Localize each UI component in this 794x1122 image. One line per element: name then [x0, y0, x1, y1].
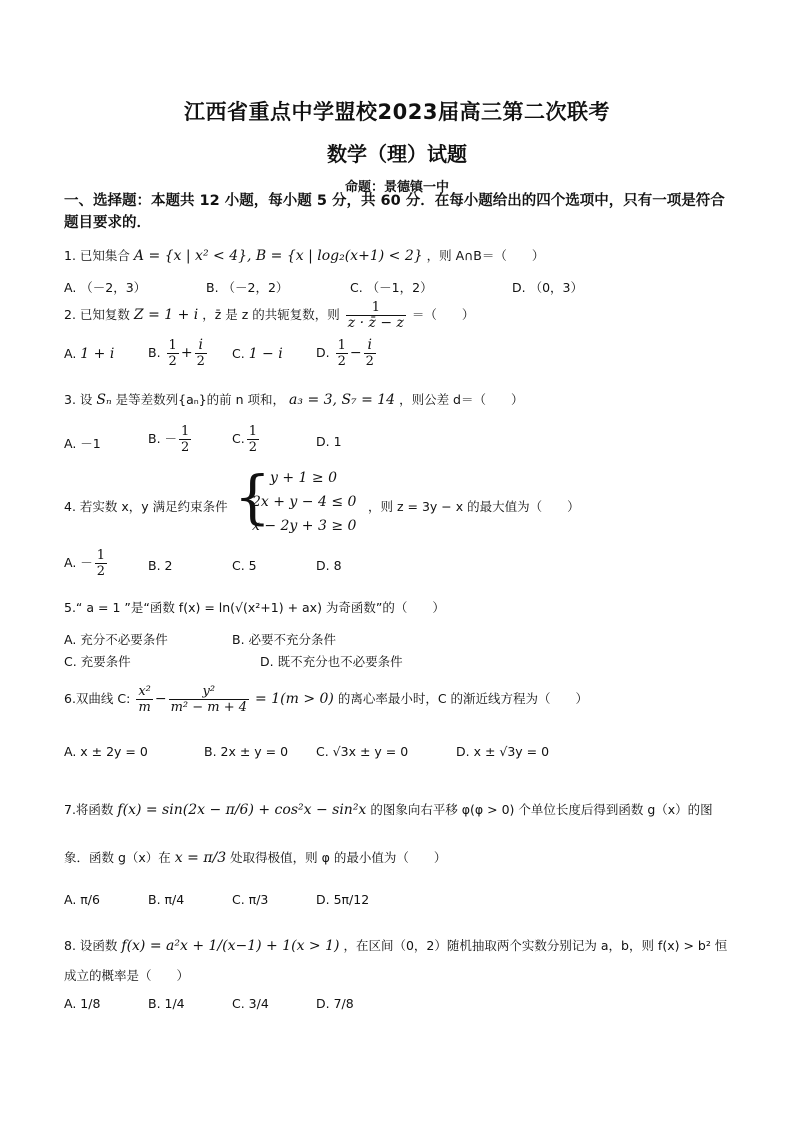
q1-option-a: A. （－2，3） — [64, 280, 147, 295]
q3-option-c: C. $\frac{1}{2}$ — [232, 424, 257, 455]
q8-option-a: A. 1/8 — [64, 996, 101, 1011]
q7-option-a: A. π/6 — [64, 892, 100, 907]
q2-num: 2. 已知复数 — [64, 307, 130, 322]
q1-sets: A = {x | x² < 4}, B = {x | log₂(x+1) < 2} — [133, 248, 423, 264]
q7-option-d: D. 5π/12 — [316, 892, 370, 907]
question-7: 7.将函数 f(x) = sin(2x − π/6) + cos²x − sin²x 的图象向右平移 φ(φ > 0) 个单位长度后得到函数 g（x）的图 — [64, 802, 713, 818]
q2-mid: ，z̄ 是 z 的共轭复数，则 — [202, 307, 340, 322]
question-5: 5.“ a = 1 ”是“函数 f(x) = ln(√(x²+1) + ax) 为奇函数”的（ ） — [64, 600, 445, 615]
q3-option-d: D. 1 — [316, 434, 342, 449]
question-4-stem: 4. 若实数 x，y 满足约束条件 — [64, 499, 228, 514]
q4-option-a: A. － $\frac{1}{2}$ — [64, 548, 106, 579]
q5-option-b: B. 必要不充分条件 — [232, 632, 337, 647]
q2-tail: ＝（ ） — [411, 307, 475, 322]
q5-option-d: D. 既不充分也不必要条件 — [260, 654, 403, 669]
q4-option-c: C. 5 — [232, 558, 257, 573]
q6-option-c: C. √3x ± y = 0 — [316, 744, 409, 759]
question-2 — [64, 300, 474, 331]
q3-option-b: B. － $\frac{1}{2}$ — [148, 424, 190, 455]
q5-option-a: A. 充分不必要条件 — [64, 632, 168, 647]
q8-option-b: B. 1/4 — [148, 996, 185, 1011]
q8-option-c: C. 3/4 — [232, 996, 269, 1011]
question-3: 3. 设 Sₙ 是等差数列{aₙ}的前 n 项和， a₃ = 3, S₇ = 14 ，则公差 d＝（ ） — [64, 392, 524, 408]
q1-option-b: B. （－2，2） — [206, 280, 289, 295]
q2-option-c: C. 1 − i — [232, 346, 283, 362]
question-8: 8. 设函数 f(x) = a²x + 1/(x−1) + 1(x > 1) ，在区间（0，2）随机抽取两个实数分别记为 a，b，则 f(x) > b² 恒 — [64, 938, 728, 954]
exam-author: 命题：景德镇一中 — [344, 180, 449, 195]
q1-option-d: D. （0，3） — [512, 280, 583, 295]
q4-option-b: B. 2 — [148, 558, 173, 573]
q2-option-b: B. $\frac{1}{2}$ + $\frac{i}{2}$ — [148, 337, 205, 369]
q1-tail: ，则 A∩B＝（ ） — [426, 248, 545, 263]
q1-num: 1. 已知集合 — [64, 248, 130, 263]
q4-tail: ，则 z = 3y − x 的最大值为（ ） — [368, 499, 580, 514]
question-1 — [64, 246, 544, 264]
question-6: 6.双曲线 C: $\frac{\text{x²}}{m}$ − $\frac{\text{y²}}{\text{m² − m + 4}}$ = 1(m > 0) 的离心率最小时，C 的渐近线方程为（ ） — [64, 684, 589, 715]
exam-title: 江西省重点中学盟校2023届高三第二次联考 — [184, 100, 610, 124]
q6-option-d: D. x ± √3y = 0 — [456, 744, 550, 759]
q2-expr: Z = 1 + i — [133, 307, 199, 323]
q2-option-d: D. $\frac{1}{2}$ − $\frac{i}{2}$ — [316, 337, 374, 369]
q6-option-a: A. x ± 2y = 0 — [64, 744, 148, 759]
q7-option-c: C. π/3 — [232, 892, 269, 907]
q7-option-b: B. π/4 — [148, 892, 185, 907]
q4-brace: { — [234, 463, 271, 531]
q5-option-c: C. 充要条件 — [64, 654, 131, 669]
q6-option-b: B. 2x ± y = 0 — [204, 744, 289, 759]
q4-constraints: y + 1 ≥ 0 2x + y − 4 ≤ 0 x − 2y + 3 ≥ 0 — [252, 470, 357, 534]
question-7-line2: 象．函数 g（x）在 x = π/3 处取得极值，则 φ 的最小值为（ ） — [64, 850, 447, 866]
q2-option-a: A. 1 + i — [64, 346, 115, 362]
q3-option-a: A. －1 — [64, 436, 101, 451]
q1-option-c: C. （－1，2） — [350, 280, 433, 295]
exam-subtitle: 数学（理）试题 — [327, 142, 467, 166]
section-heading: 一、选择题：本题共 12 小题，每小题 5 分，共 60 分．在每小题给出的四个选项中，只有一项是符合题目要求的． — [64, 193, 725, 231]
question-8-line2: 成立的概率是（ ） — [64, 968, 190, 983]
q2-fraction: $\frac{1}{z \cdot z̄ - z}$ — [347, 300, 404, 331]
q8-option-d: D. 7/8 — [316, 996, 354, 1011]
q4-option-d: D. 8 — [316, 558, 342, 573]
